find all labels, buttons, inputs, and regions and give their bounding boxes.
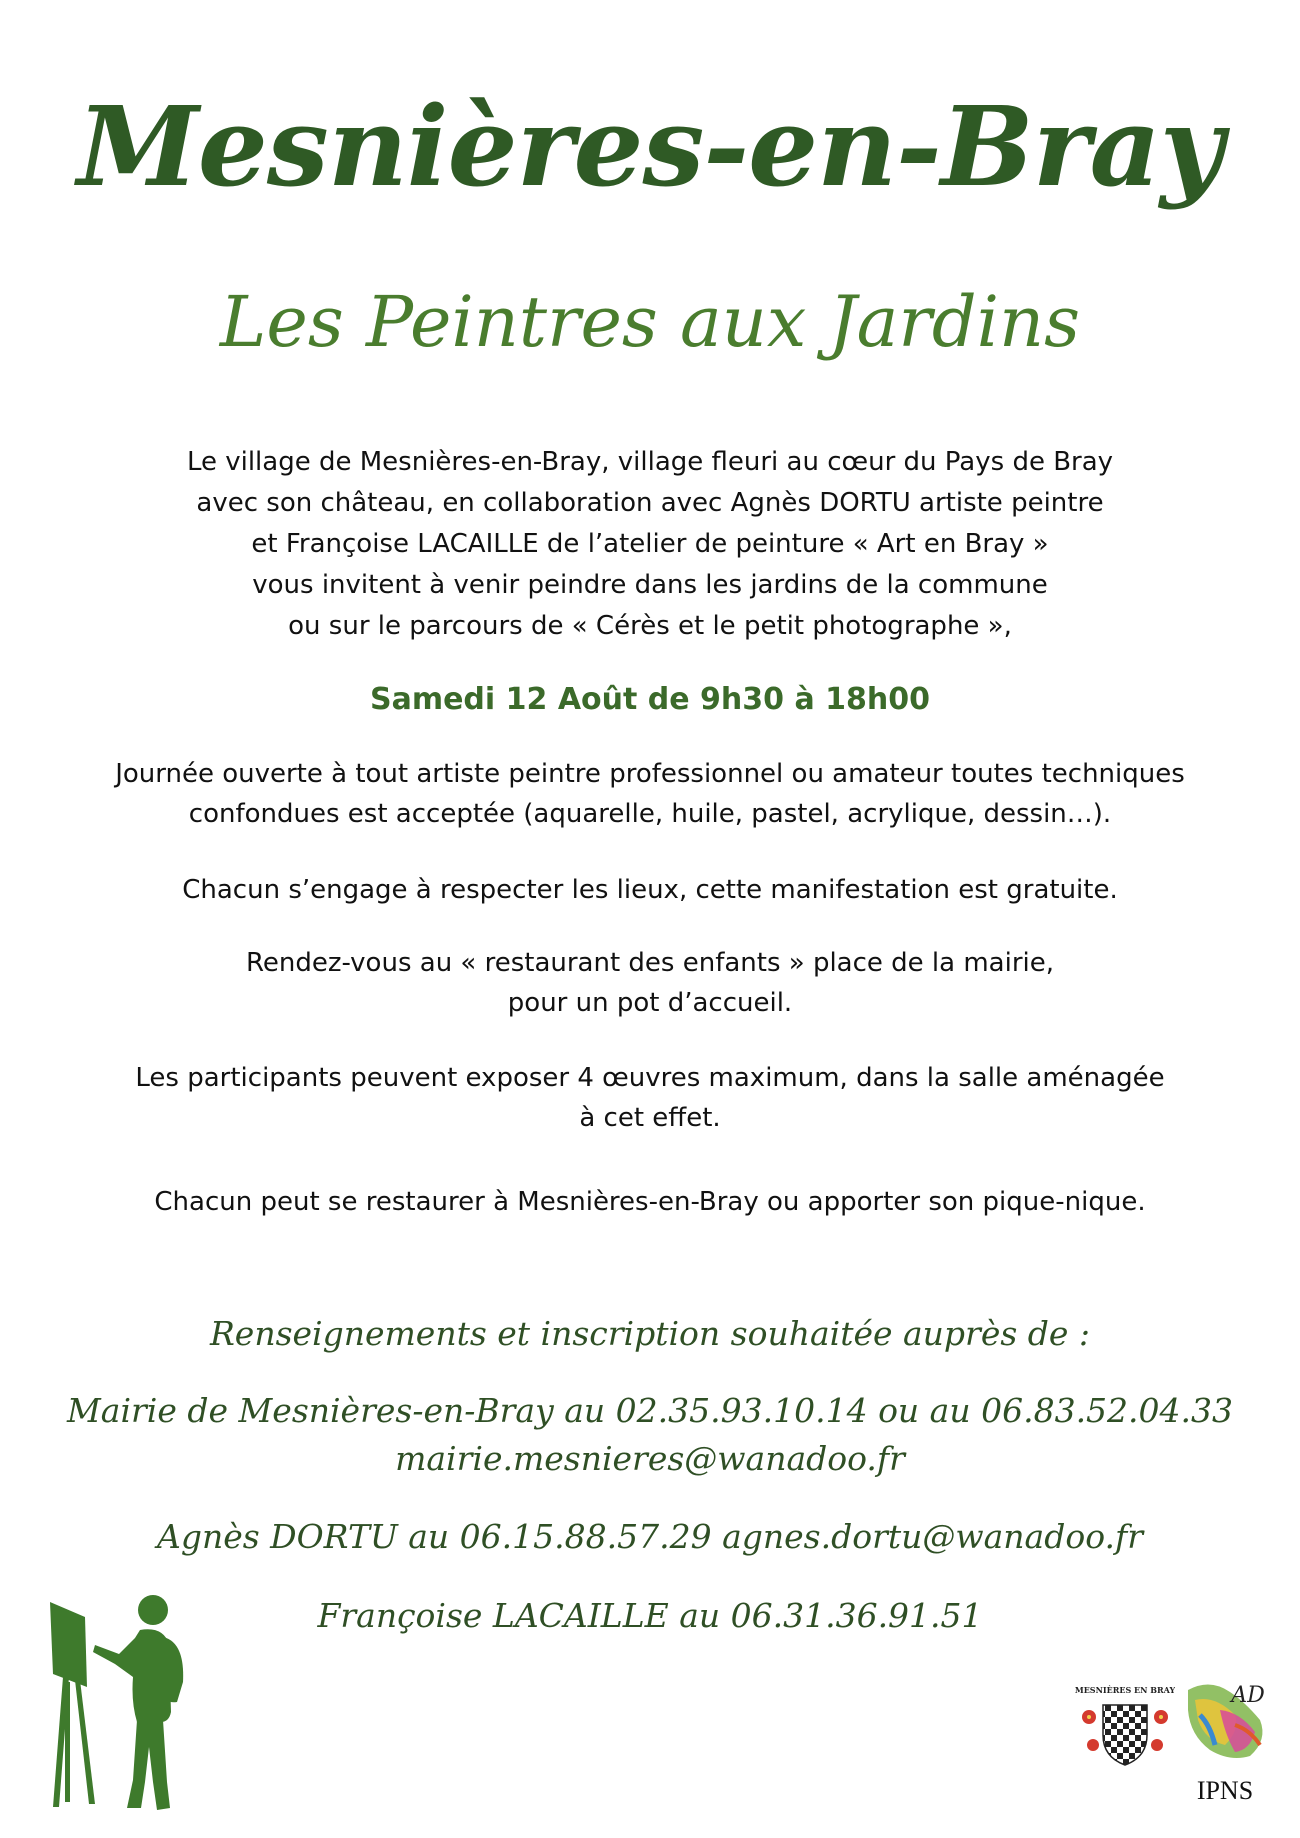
village-logo-text: MESNIÈRES EN BRAY [1075, 1685, 1175, 1695]
open-paragraph [0, 754, 1300, 834]
contact-francoise [0, 1592, 1300, 1640]
contact-mairie [0, 1387, 1300, 1483]
meeting-paragraph [0, 943, 1300, 1023]
contact-heading [0, 1310, 1300, 1358]
food-line: Chacun peut se restaurer à Mesnières-en-Bray ou apporter son pique-nique. [154, 1187, 1146, 1217]
ipns-label: IPNS [1196, 1776, 1254, 1805]
page-title: Mesnières-en-Bray [77, 82, 1223, 211]
contact-mairie-email[interactable]: mairie.mesnieres@wanadoo.fr [395, 1439, 905, 1478]
page-subtitle: Les Peintres aux Jardins [219, 281, 1081, 363]
intro-paragraph [0, 442, 1300, 647]
intro-line: Le village de Mesnières-en-Bray, village fleuri au cœur du Pays de Bray [186, 447, 1114, 477]
contact-agnes [0, 1513, 1300, 1561]
contact-mairie-phone: Mairie de Mesnières-en-Bray au 02.35.93.10.14 ou au 06.83.52.04.33 [66, 1391, 1234, 1430]
respect-line: Chacun s’engage à respecter les lieux, cette manifestation est gratuite. [182, 875, 1118, 905]
painter-silhouette-icon [45, 1582, 195, 1822]
contact-agnes-text[interactable]: Agnès DORTU au 06.15.88.57.29 agnes.dortu@wanadoo.fr [157, 1517, 1143, 1556]
exhibit-line: Les participants peuvent exposer 4 œuvres maximum, dans la salle aménagée [135, 1063, 1165, 1093]
intro-line: et Françoise LACAILLE de l’atelier de peinture « Art en Bray » [251, 529, 1049, 559]
event-date: Samedi 12 Août de 9h30 à 18h00 [369, 682, 931, 717]
village-crest-logo [1075, 1675, 1175, 1770]
ad-logo [1180, 1670, 1275, 1765]
ad-logo-text: AD [1231, 1683, 1265, 1708]
open-line: confondues est acceptée (aquarelle, huile, pastel, acrylique, dessin…). [188, 799, 1112, 829]
intro-line: ou sur le parcours de « Cérès et le petit photographe », [288, 611, 1012, 641]
food-paragraph [0, 1182, 1300, 1222]
intro-line: vous invitent à venir peindre dans les jardins de la commune [252, 570, 1048, 600]
contact-francoise-text: Françoise LACAILLE au 06.31.36.91.51 [317, 1596, 983, 1635]
exhibit-line: à cet effet. [579, 1103, 721, 1133]
respect-paragraph [0, 870, 1300, 910]
open-line: Journée ouverte à tout artiste peintre professionnel ou amateur toutes techniques [115, 759, 1185, 789]
exhibit-paragraph [0, 1058, 1300, 1138]
contact-heading-text: Renseignements et inscription souhaitée auprès de : [209, 1314, 1091, 1353]
meeting-line: Rendez-vous au « restaurant des enfants » place de la mairie, [245, 948, 1055, 978]
intro-line: avec son château, en collaboration avec Agnès DORTU artiste peintre [196, 488, 1104, 518]
meeting-line: pour un pot d’accueil. [507, 988, 793, 1018]
